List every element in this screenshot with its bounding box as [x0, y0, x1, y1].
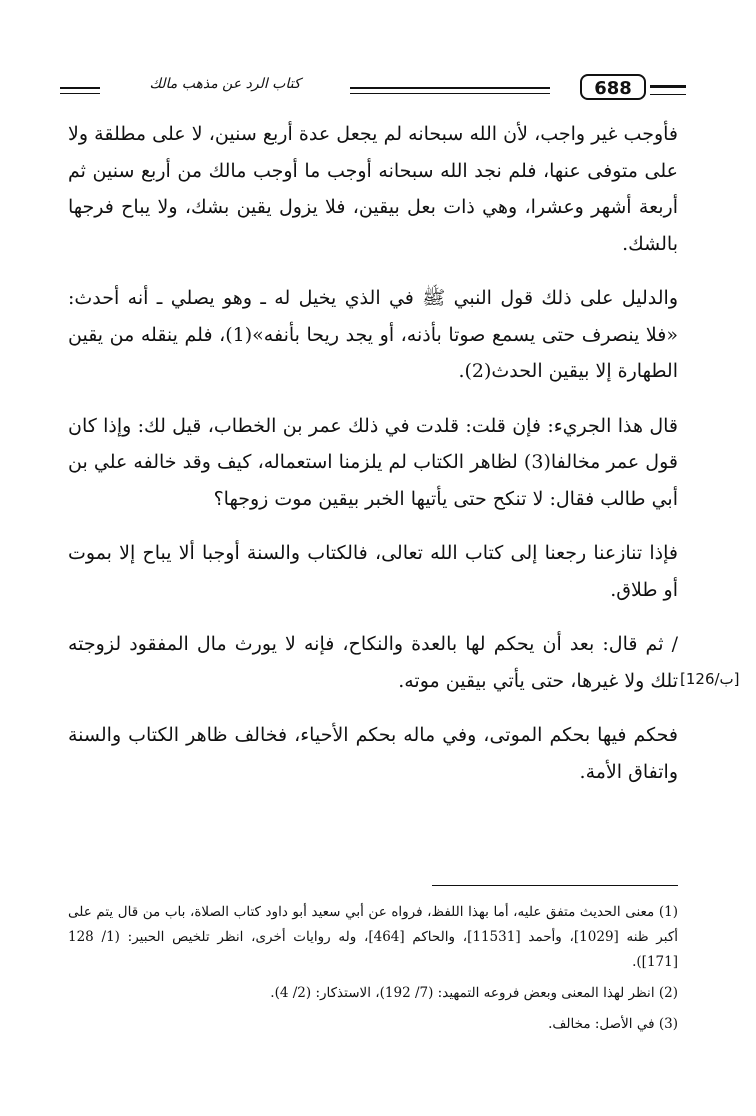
page-header [50, 72, 645, 106]
footnotes [68, 900, 678, 1043]
running-title: كتاب الرد عن مذهب مالك [149, 76, 301, 92]
footnote-2: (2) انظر لهذا المعنى وبعض فروعه التمهيد: (7/ 192)، الاستذكار: (2/ 4). [270, 985, 678, 1001]
paragraph-4: فإذا تنازعنا رجعنا إلى كتاب الله تعالى، فالكتاب والسنة أوجبا ألا يباح إلا بموت أو طلاق. [68, 542, 678, 601]
paragraph-2: والدليل على ذلك قول النبي ﷺ في الذي يخيل له ـ وهو يصلي ـ أنه أحدث: «فلا ينصرف حتى يسمع صوتا بأذنه، أو يجد ريحا بأنفه»(1)، فلم ينقله من يقين الطهارة إلا بيقين الحدث(2). [68, 287, 678, 382]
footnote-1: (1) معنى الحديث متفق عليه، أما بهذا اللفظ، فرواه عن أبي سعيد أبو داود كتاب الصلاة، باب من قال يتم على أكبر ظنه [1029]، وأحمد [11531]، والحاكم [464]، وله روايات أخرى، انظر تلخيص الحبير: (1/ 128 [171]). [68, 904, 678, 970]
paragraph-1: فأوجب غير واجب، لأن الله سبحانه لم يجعل عدة أربع سنين، لا على مطلقة ولا على متوفى عنها، فلم نجد الله سبحانه أوجب ما أوجب مالك من أربع سنين ثم أربعة أشهر وعشرا، وهي ذات بعل بيقين، فلا يزول يقين بشك، ولا يباح فرجها بالشك. [68, 123, 678, 255]
main-text [68, 116, 678, 808]
footnote-separator [432, 885, 678, 886]
paragraph-6: فحكم فيها بحكم الموتى، وفي ماله بحكم الأحياء، فخالف ظاهر الكتاب والسنة واتفاق الأمة. [68, 724, 678, 783]
footnote-3: (3) في الأصل: مخالف. [548, 1016, 678, 1032]
header-rule-middle [350, 87, 550, 94]
manuscript-folio-note: [126/ب] [680, 670, 740, 688]
header-rule-left [60, 87, 100, 94]
paragraph-3: قال هذا الجريء: فإن قلت: قلدت في ذلك عمر بن الخطاب، قيل لك: وإذا كان قول عمر مخالفا(3) لظاهر الكتاب لم يلزمنا استعماله، كيف وقد خالفه علي بن أبي طالب فقال: لا تنكح حتى يأتيها الخبر بيقين موت زوجها؟ [68, 414, 678, 510]
paragraph-5: / ثم قال: بعد أن يحكم لها بالعدة والنكاح، فإنه لا يورث مال المفقود لزوجته تلك ولا غيرها، حتى يأتي بيقين موته. [68, 633, 678, 692]
header-rule-right [650, 85, 686, 95]
page-number: 688 [580, 74, 646, 100]
